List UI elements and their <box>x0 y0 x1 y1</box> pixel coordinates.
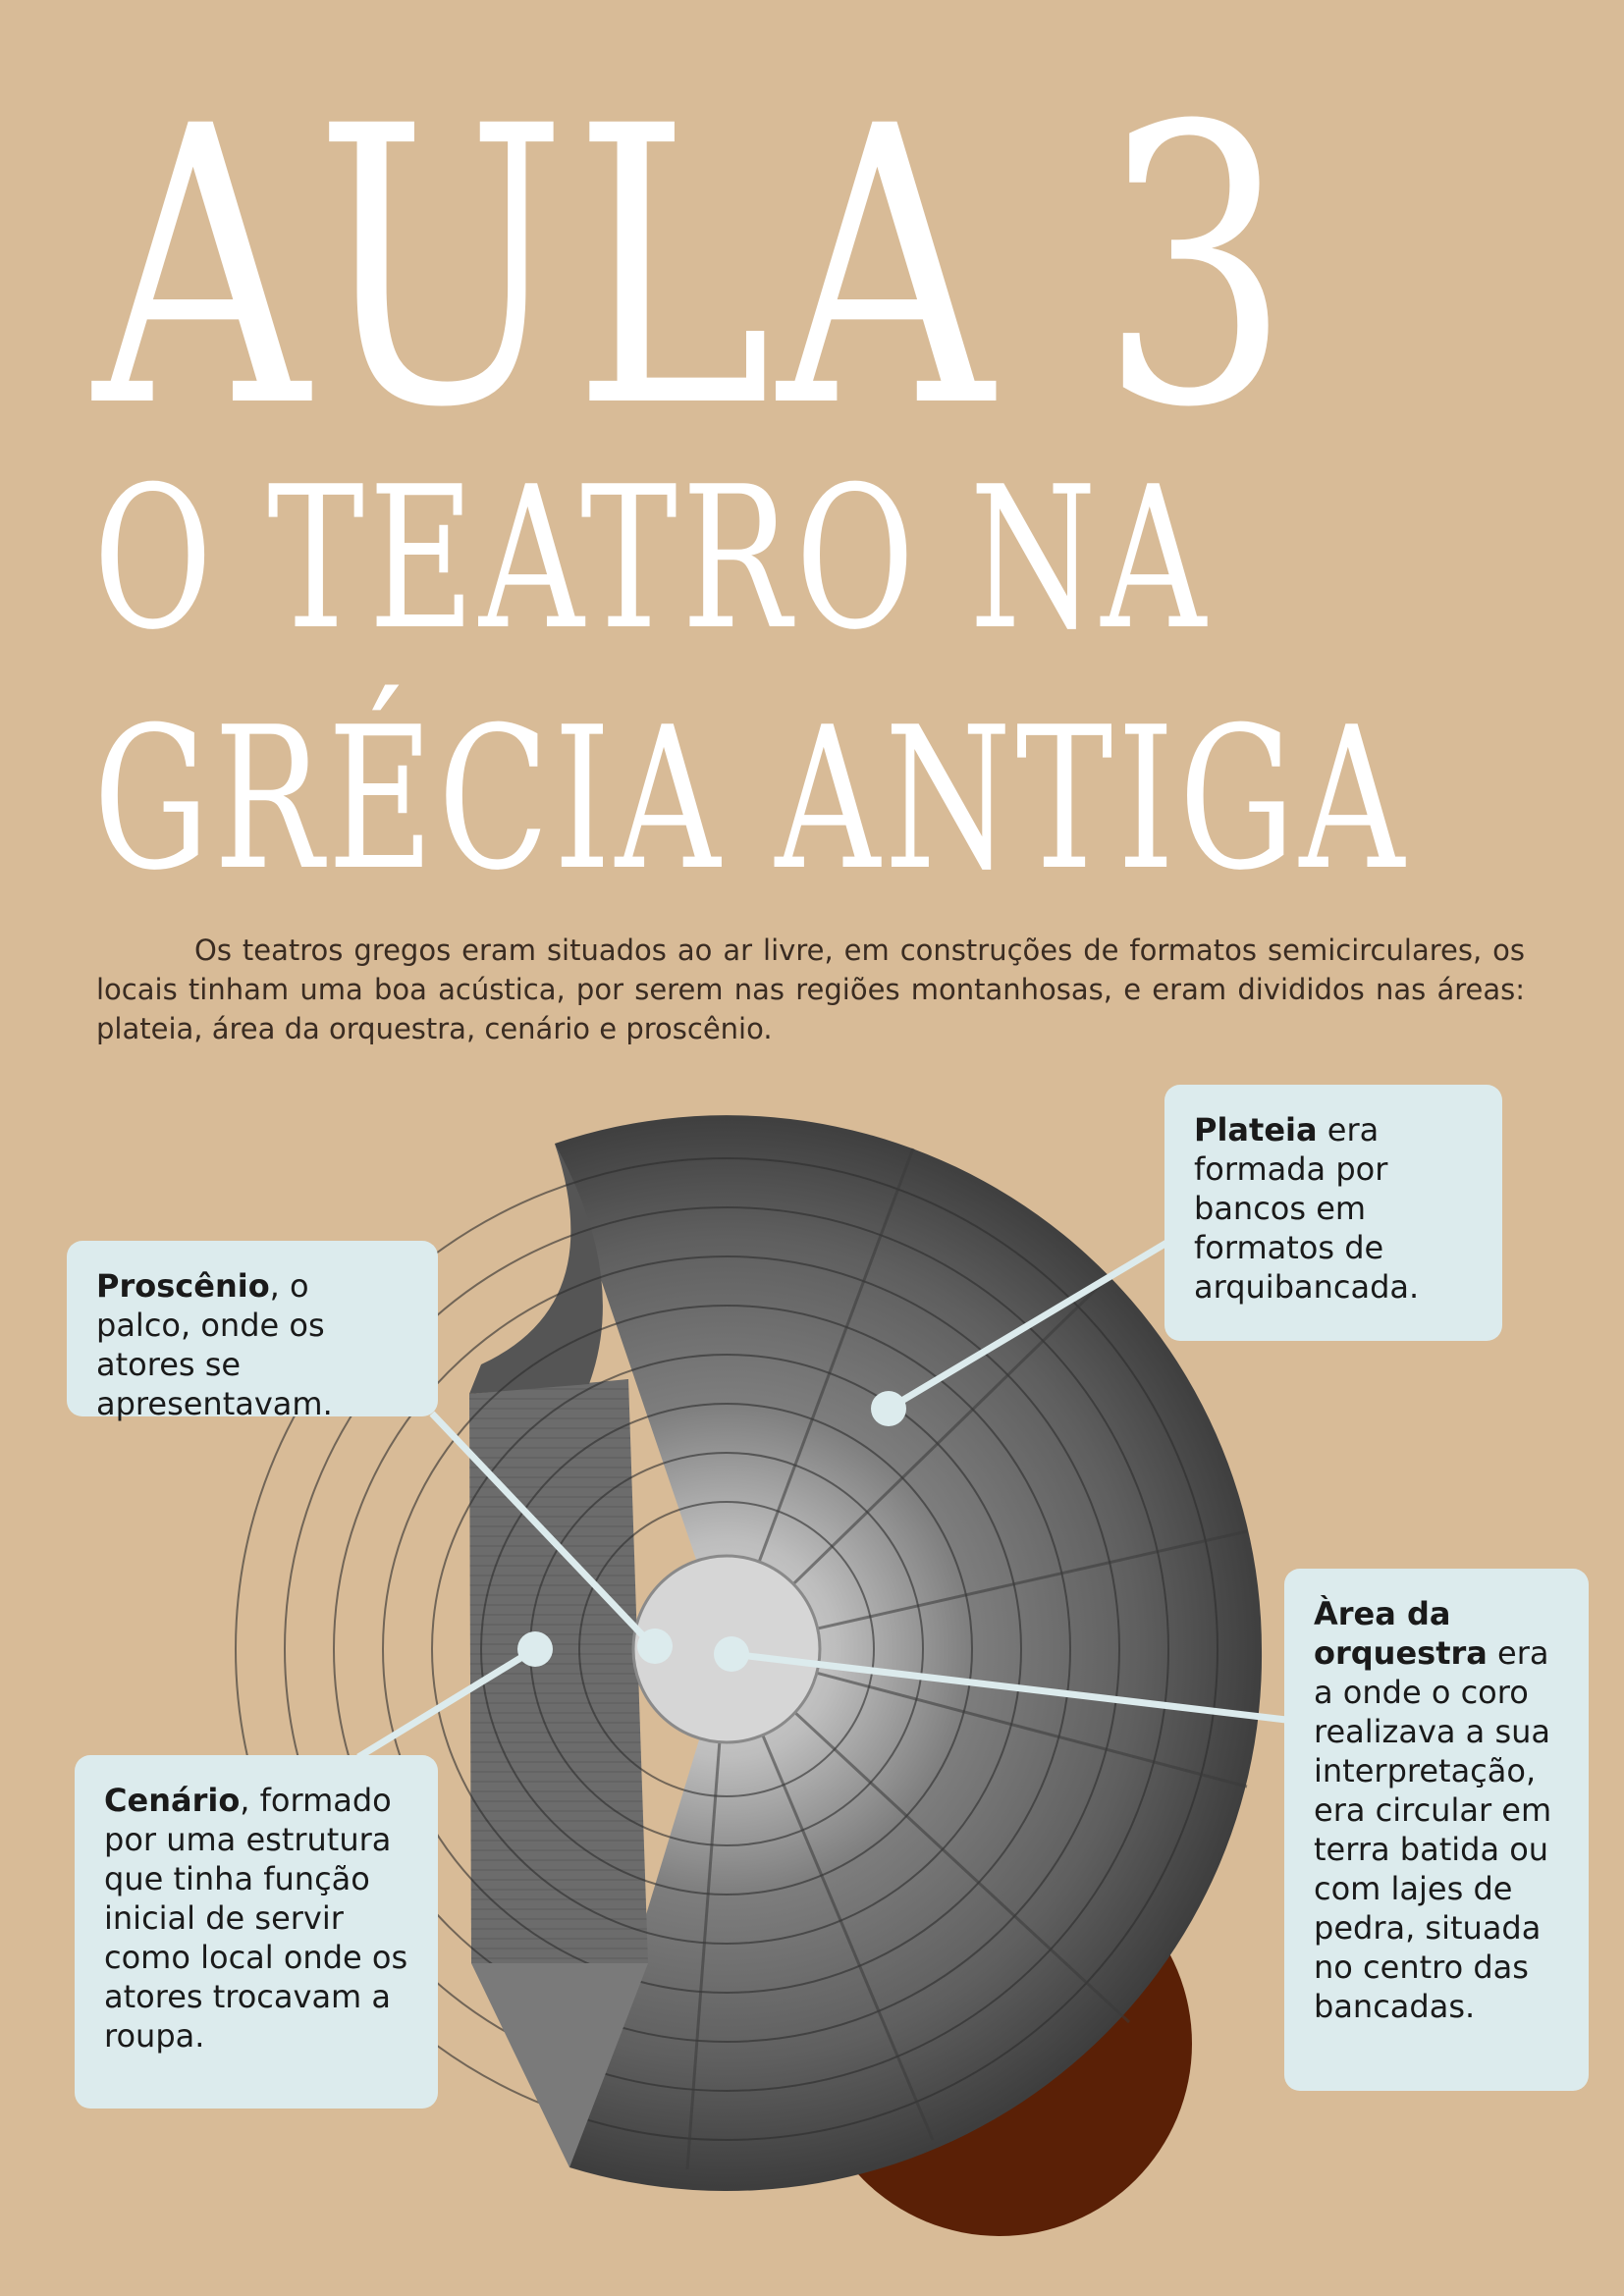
callout-cenario-text: , formado por uma estrutura que tinha função inicial de servir como local onde os atores trocavam a roupa. <box>104 1782 408 2055</box>
callout-proscenio-term: Proscênio <box>96 1267 270 1305</box>
callout-proscenio-text: , o palco, onde os atores se apresentavam. <box>96 1267 333 1422</box>
title-line-3: GRÉCIA ANTIGA <box>93 685 1409 914</box>
callout-proscenio <box>67 1241 438 1422</box>
title-line-2: O TEATRO NA <box>93 445 1211 673</box>
callout-orquestra-text: era a onde o coro realizava a sua interpretação, era circular em terra batida ou com lajes de pedra, situada no centro das bancadas. <box>1314 1634 1552 2025</box>
marker-cenario <box>517 1631 553 1667</box>
callout-cenario <box>75 1755 438 2109</box>
callout-cenario-term: Cenário <box>104 1782 241 1819</box>
title-line-1: AULA 3 <box>93 45 1297 491</box>
callout-plateia <box>1164 1085 1502 1341</box>
intro-paragraph: Os teatros gregos eram situados ao ar livre, em construções de formatos semicirculares, os locais tinham uma boa acústica, por serem nas regiões montanhosas, e eram divididos nas áreas: plateia, área da orquestra, cenário e proscênio. <box>96 934 1525 1045</box>
marker-orquestra <box>714 1636 749 1672</box>
marker-proscenio <box>637 1629 673 1664</box>
callout-plateia-term: Plateia <box>1194 1111 1318 1148</box>
callout-orquestra-term: Àrea da orquestra <box>1314 1595 1488 1672</box>
marker-plateia <box>871 1391 906 1426</box>
callout-plateia-text: era formada por bancos em formatos de arquibancada. <box>1194 1111 1420 1306</box>
callout-orquestra <box>1284 1569 1589 2091</box>
